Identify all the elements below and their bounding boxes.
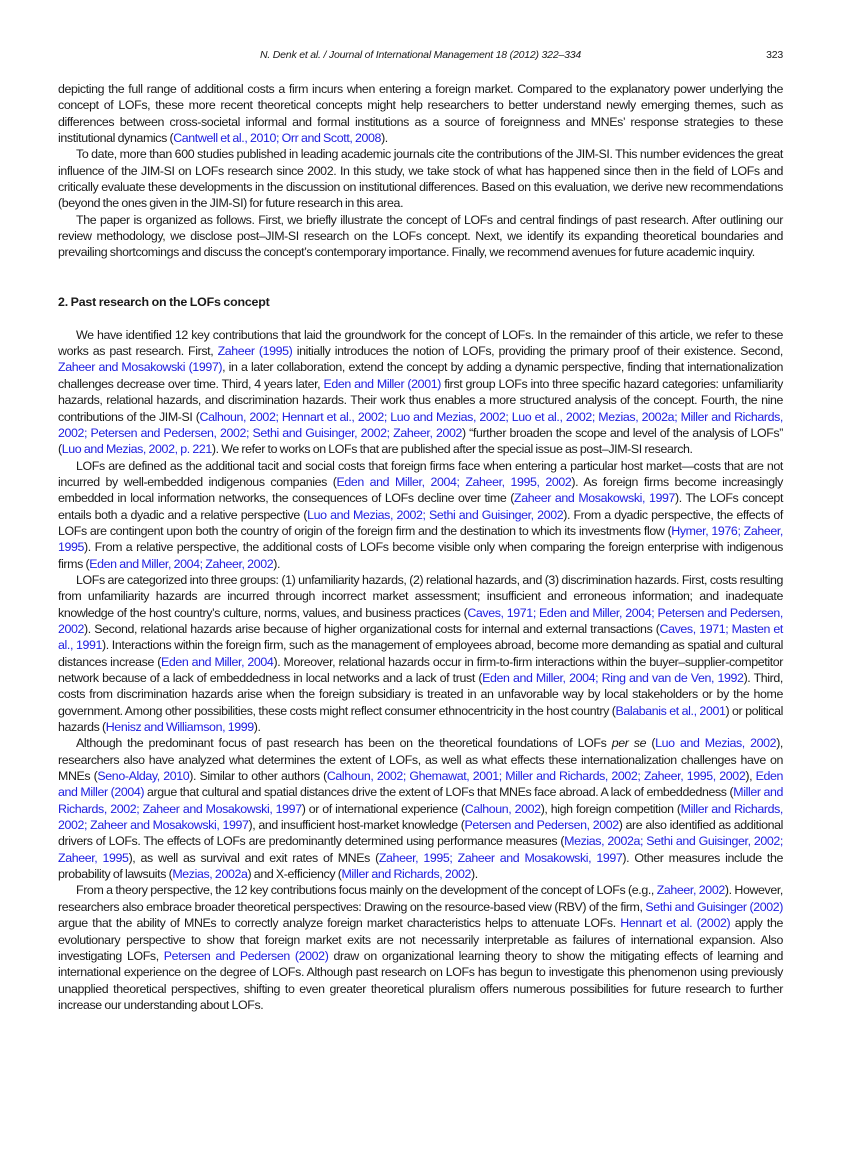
paragraph-text: ). From a dyadic perspective, the effects of LOFs are contingent upon both the country of origin of the foreign firm and the destination to which its investments flow ( bbox=[58, 507, 783, 538]
paragraph-text: draw on organizational learning theory to show the mitigating effects of learning and international experience on the degree of LOFs. Although past research on LOFs has begun to investigate this phenomenon using previously unapplied theoretical perspectives, shifting to even greater theoretical pluralism offers numerous possibilities for future research to further increase our understanding about LOFs. bbox=[58, 948, 784, 1012]
paragraph-text: LOFs are categorized into three groups: (1) unfamiliarity hazards, (2) relational hazards, and (3) discrimination hazards. First, costs resulting from unfamiliarity hazards are incurred through incorrect market assessment; insufficient and erroneous information; and inadequate knowledge of the host country’s culture, norms, values, and business practices ( bbox=[58, 572, 783, 620]
citation-link[interactable]: Eden and Miller, 2004 bbox=[160, 654, 274, 669]
paragraph-text: ). Interactions within the foreign firm, such as the management of employees abroad, become more demanding as spatial and cultural distances increase ( bbox=[58, 638, 783, 669]
paragraph-text: ). However, researchers also embrace broader theoretical perspectives: Drawing on the resource-based view (RBV) of the firm, bbox=[58, 883, 783, 914]
article-body bbox=[58, 81, 783, 1013]
citation-link[interactable]: Zaheer, 2002 bbox=[656, 883, 725, 898]
citation-link[interactable]: Eden and Miller, 2004; Zaheer, 1995, 2002 bbox=[336, 474, 572, 489]
paragraph-text: ). Other measures include the probability of lawsuits ( bbox=[58, 850, 784, 882]
paragraph-text: The paper is organized as follows. First, we briefly illustrate the concept of LOFs and central findings of past research. After outlining our review methodology, we disclose post–JIM-SI research on the LOFs concept. Next, we identify its expanding theoretical boundaries and prevailing shortcomings and discuss the concept’s contemporary importance. Finally, we recommend avenues for future academic inquiry. bbox=[58, 212, 783, 260]
paragraph-text: ), high foreign competition ( bbox=[540, 801, 681, 816]
paragraph-text: LOFs are defined as the additional tacit and social costs that foreign firms face when entering a particular host market—costs that are not incurred by well-embedded indigenous companies ( bbox=[58, 458, 783, 489]
paragraph-text: ). The LOFs concept entails both a dyadic and a relative perspective ( bbox=[58, 491, 784, 522]
citation-link[interactable]: Sethi and Guisinger (2002) bbox=[645, 899, 783, 914]
paragraph-text: ), and insufficient host-market knowledge ( bbox=[248, 818, 465, 833]
paragraph-text: ). Moreover, relational hazards occur in firm-to-firm interactions within the buyer–supplier-competitor network because of a lack of embeddedness in local networks and a lack of trust ( bbox=[58, 654, 784, 685]
citation-link[interactable]: Petersen and Pedersen, 2002 bbox=[464, 818, 619, 833]
paragraph-text: , in a later collaboration, extend the concept by adding a dynamic perspective, finding that internationalization challenges decrease over time. Third, 4 years later, bbox=[58, 360, 783, 391]
paragraph-text: argue that the ability of MNEs to correctly analyze foreign market characteristics helps to attenuate LOFs. bbox=[58, 916, 621, 931]
intro-section bbox=[58, 81, 783, 261]
page-number: 323 bbox=[766, 49, 783, 61]
paragraph bbox=[58, 81, 783, 146]
citation-link[interactable]: Seno-Alday, 2010 bbox=[97, 769, 190, 784]
paragraph-text: first group LOFs into three specific hazard categories: unfamiliarity hazards, relational hazards, and discrimination hazards. Their work thus enables a more structured analysis of the concept. Fourth, the nine contributions of the JIM-SI ( bbox=[58, 376, 783, 424]
past-research-section bbox=[58, 327, 783, 1013]
paragraph-text: initially introduces the notion of LOFs, providing the primary proof of their existence. Second, bbox=[292, 344, 783, 359]
paragraph-text: ). We refer to works on LOFs that are published after the special issue as post–JIM-SI research. bbox=[211, 442, 693, 457]
citation-link[interactable]: Mezias, 2002a; Sethi and Guisinger, 2002; Zaheer, 1995 bbox=[58, 834, 783, 865]
paragraph-text: ). As foreign firms become increasingly embedded in local information networks, the consequences of LOFs decline over time ( bbox=[58, 474, 783, 506]
paragraph-text: ). Similar to other authors ( bbox=[189, 769, 327, 784]
citation-link[interactable]: Eden and Miller, 2004; Ring and van de Ven, 1992 bbox=[482, 671, 744, 685]
paragraph-text: ). bbox=[470, 867, 478, 882]
paragraph-text: apply the evolutionary perspective to show that foreign market exits are not necessarily interpretable as failures of international expansion. Also investigating LOFs, bbox=[58, 916, 783, 963]
paragraph-text: ) “further broaden the scope and level of the analysis of LOFs” ( bbox=[58, 425, 783, 457]
citation-link[interactable]: Caves, 1971; Masten et al., 1991 bbox=[58, 621, 783, 653]
citation-link[interactable]: Miller and Richards, 2002; Zaheer and Mosakowski, 1997 bbox=[58, 801, 783, 833]
paragraph-text: To date, more than 600 studies published in leading academic journals cite the contributions of the JIM-SI. This number evidences the great influence of the JIM-SI on LOFs research since 2002. In this study, we take stock of what has happened since then in the field of LOFs and critically evaluate these developments in the discussion on institutional differences. Based on this evaluation, we derive new recommendations (beyond the ones given in the JIM-SI) for future research in this area. bbox=[58, 147, 783, 211]
paragraph bbox=[58, 146, 783, 211]
paragraph-text: We have identified 12 key contributions that laid the groundwork for the concept of LOFs. In the remainder of this article, we refer to these works as past research. First, bbox=[58, 327, 783, 359]
paragraph bbox=[58, 572, 783, 735]
paragraph bbox=[58, 882, 783, 1013]
citation-link[interactable]: Miller and Richards, 2002; Zaheer and Mosakowski, 1997 bbox=[58, 785, 783, 816]
citation-link[interactable]: Eden and Miller, 2004; Zaheer, 2002 bbox=[89, 556, 274, 571]
paragraph bbox=[58, 212, 783, 261]
paragraph-text: ) or political hazards ( bbox=[58, 703, 783, 735]
citation-link[interactable]: Calhoun, 2002 bbox=[464, 801, 541, 816]
citation-link[interactable]: Hymer, 1976; Zaheer, 1995 bbox=[58, 523, 783, 555]
paragraph-text: ( bbox=[646, 736, 656, 751]
citation-link[interactable]: Luo and Mezias, 2002, p. 221 bbox=[61, 442, 212, 457]
paragraph-text: argue that cultural and spatial distances drive the extent of LOFs that MNEs face abroad. A lack of embeddedness ( bbox=[144, 785, 734, 800]
paragraph-text: From a theory perspective, the 12 key contributions focus mainly on the development of the concept of LOFs (e.g., bbox=[76, 883, 657, 898]
paragraph-text: ). Third, costs from discrimination hazards arise when the foreign subsidiary is treated in an unfavorable way by local stakeholders or by the home government. Among other possibilities, these costs might reflect consumer ethnocentricity in the host country ( bbox=[58, 671, 783, 718]
paragraph-text: ), bbox=[745, 769, 756, 784]
citation-link[interactable]: Luo and Mezias, 2002; Sethi and Guisinger, 2002 bbox=[307, 507, 564, 522]
citation-link[interactable]: Eden and Miller (2001) bbox=[323, 376, 441, 391]
citation-link[interactable]: Zaheer and Mosakowski (1997) bbox=[58, 360, 223, 375]
paragraph-text: ). bbox=[381, 131, 388, 146]
paragraph-text: ). From a relative perspective, the additional costs of LOFs become visible only when comparing the foreign enterprise with indigenous firms ( bbox=[58, 540, 783, 571]
paragraph-text: ) are also identified as additional drivers of LOFs. The effects of LOFs are predominantly determined using performance measures ( bbox=[58, 818, 783, 849]
citation-link[interactable]: Zaheer, 1995; Zaheer and Mosakowski, 1997 bbox=[378, 850, 623, 865]
paragraph-text: depicting the full range of additional costs a firm incurs when entering a foreign market. Compared to the explanatory power underlying the concept of LOFs, these more recent theoretical concepts might help researchers to better understand newly emerging themes, such as differences between cross-societal informal and formal institutions as a source of foreignness and MNEs’ response strategies to these institutional dynamics ( bbox=[58, 82, 783, 146]
citation-link[interactable]: Mezias, 2002a bbox=[172, 867, 248, 882]
paragraph-text: per se bbox=[611, 736, 647, 751]
running-header bbox=[58, 49, 783, 65]
paragraph-text: ). bbox=[253, 720, 261, 735]
paragraph-text: ). Second, relational hazards arise because of higher organizational costs for internal and external transactions ( bbox=[84, 621, 660, 636]
paragraph-text: ) and X-efficiency ( bbox=[247, 867, 342, 882]
citation-link[interactable]: Balabanis et al., 2001 bbox=[615, 703, 726, 718]
section-heading: 2. Past research on the LOFs concept bbox=[58, 294, 270, 309]
citation-link[interactable]: Caves, 1971; Eden and Miller, 2004; Petersen and Pedersen, 2002 bbox=[58, 605, 783, 636]
citation-link[interactable]: Calhoun, 2002; Hennart et al., 2002; Luo and Mezias, 2002; Luo et al., 2002; Mezias, 2002a; Miller and Richards, 2002; Petersen and Pedersen, 2002; Sethi and Guisinger, 2002; Zaheer, 2002 bbox=[58, 409, 783, 440]
citation-link[interactable]: Eden and Miller (2004) bbox=[58, 769, 783, 800]
citation-link[interactable]: Petersen and Pedersen (2002) bbox=[163, 948, 329, 963]
citation-link[interactable]: Cantwell et al., 2010; Orr and Scott, 2008 bbox=[173, 131, 382, 146]
paragraph bbox=[58, 735, 783, 882]
paragraph-text: Although the predominant focus of past research has been on the theoretical foundations of LOFs bbox=[76, 736, 612, 751]
paragraph bbox=[58, 327, 783, 458]
citation-link[interactable]: Hennart et al. (2002) bbox=[620, 916, 731, 931]
paragraph-text: ), as well as survival and exit rates of MNEs ( bbox=[128, 850, 379, 865]
journal-reference: N. Denk et al. / Journal of International Management 18 (2012) 322–334 bbox=[259, 49, 582, 61]
paragraph-text: ), researchers also have analyzed what determines the extent of LOFs, as well as what effects these internationalization challenges have on MNEs ( bbox=[58, 736, 783, 784]
paragraph bbox=[58, 458, 783, 572]
paragraph-text: ) or of international experience ( bbox=[301, 801, 465, 816]
citation-link[interactable]: Miller and Richards, 2002 bbox=[341, 867, 471, 882]
citation-link[interactable]: Zaheer and Mosakowski, 1997 bbox=[514, 491, 676, 506]
citation-link[interactable]: Calhoun, 2002; Ghemawat, 2001; Miller and Richards, 2002; Zaheer, 1995, 2002 bbox=[326, 769, 746, 784]
citation-link[interactable]: Henisz and Williamson, 1999 bbox=[105, 720, 254, 735]
citation-link[interactable]: Zaheer (1995) bbox=[217, 344, 293, 359]
citation-link[interactable]: Luo and Mezias, 2002 bbox=[655, 736, 777, 751]
paragraph-text: ). bbox=[273, 556, 281, 571]
